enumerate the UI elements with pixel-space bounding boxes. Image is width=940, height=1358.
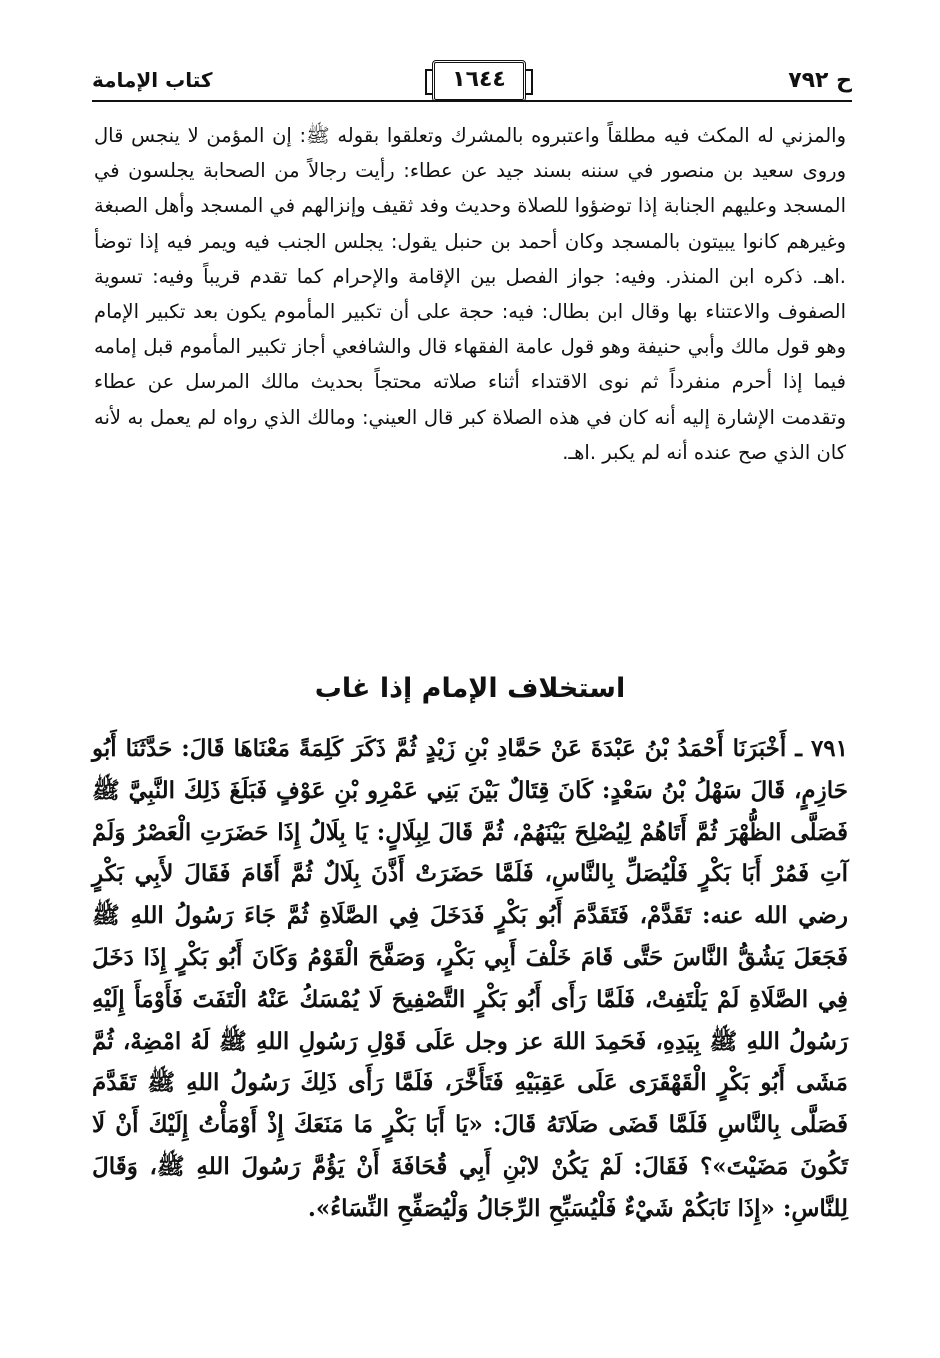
hadith-text: ٧٩١ ـ أَخْبَرَنَا أَحْمَدُ بْنُ عَبْدَةَ عَنْ حَمَّادِ بْنِ زَيْدٍ ثُمَّ ذَكَرَ كَلِمَةً مَعْنَاهَا قَالَ: حَدَّثَنَا أَبُو حَازِمٍ، قَالَ سَهْلُ بْنُ سَعْدٍ: كَانَ قِتَالٌ بَيْنَ بَنِي عَمْرِو بْنِ عَوْفٍ فَبَلَغَ ذَلِكَ النَّبِيَّ ﷺ فَصَلَّى الظُّهْرَ ثُمَّ أَتَاهُمْ لِيُصْلِحَ بَيْنَهُمْ، ثُمَّ قَالَ لِبِلَالٍ: يَا بِلَالُ إِذَا حَضَرَتِ الْعَصْرُ وَلَمْ آتِ فَمُرْ أَبَا بَكْرٍ فَلْيُصَلِّ بِالنَّاسِ، فَلَمَّا حَضَرَتْ أَذَّنَ بِلَالٌ ثُمَّ أَقَامَ فَقَالَ لأَبِي بَكْرٍ رضي الله عنه: تَقَدَّمْ، فَتَقَدَّمَ أَبُو بَكْرٍ فَدَخَلَ فِي الصَّلَاةِ ثُمَّ جَاءَ رَسُولُ اللهِ ﷺ فَجَعَلَ يَشُقُّ النَّاسَ حَتَّى قَامَ خَلْفَ أَبِي بَكْرٍ، وَصَفَّحَ الْقَوْمُ وَكَانَ أَبُو بَكْرٍ إِذَا دَخَلَ فِي الصَّلَاةِ لَمْ يَلْتَفِتْ، فَلَمَّا رَأَى أَبُو بَكْرٍ التَّصْفِيحَ لَا يُمْسَكُ عَنْهُ الْتَفَتَ فَأَوْمَأَ إِلَيْهِ رَسُولُ اللهِ ﷺ بِيَدِهِ، فَحَمِدَ اللهَ عز وجل عَلَى قَوْلِ رَسُولِ اللهِ ﷺ لَهُ امْضِهْ، ثُمَّ مَشَى أَبُو بَكْرٍ الْقَهْقَرَى عَلَى عَقِبَيْهِ فَتَأَخَّرَ، فَلَمَّا رَأَى ذَلِكَ رَسُولُ اللهِ ﷺ تَقَدَّمَ فَصَلَّى بِالنَّاسِ فَلَمَّا قَضَى صَلَاتَهُ قَالَ: «يَا أَبَا بَكْرٍ مَا مَنَعَكَ إِذْ أَوْمَأْتُ إِلَيْكَ أَنْ لَا تَكُونَ مَضَيْتَ»؟ فَقَالَ: لَمْ يَكُنْ لابْنِ أَبِي قُحَافَةَ أَنْ يَؤُمَّ رَسُولَ اللهِ ﷺ، وَقَالَ لِلنَّاسِ: «إِذَا نَابَكُمْ شَيْءٌ فَلْيُسَبِّحِ الرِّجَالُ وَلْيُصَفِّحِ النِّسَاءُ». — [92, 735, 848, 1222]
book-title: كتاب الإمامة — [92, 68, 213, 92]
commentary-paragraph: والمزني له المكث فيه مطلقاً واعتبروه بالمشرك وتعلقوا بقوله ﷺ: إن المؤمن لا ينجس قال وروى سعيد بن منصور في سننه بسند جيد عن عطاء: رأيت رجالاً من الصحابة يجلسون في المسجد وعليهم الجنابة إذا توضؤوا للصلاة وحديث وفد ثقيف وإنزالهم في المسجد وأهل الصبغة وغيرهم كانوا يبيتون بالمسجد وكان أحمد بن حنبل يقول: يجلس الجنب فيه ويمر فيه إذا توضأ .اهـ. ذكره ابن المنذر. وفيه: جواز الفصل بين الإقامة والإحرام كما تقدم قريباً وفيه: تسوية الصفوف والاعتناء بها وقال ابن بطال: فيه: حجة على أن تكبير المأموم يكون بعد تكبير الإمام وهو قول مالك وأبي حنيفة وهو قول عامة الفقهاء قال والشافعي أجاز تكبير المأموم قبل إمامه فيما إذا أحرم منفرداً ثم نوى الاقتداء أثناء صلاته محتجاً بحديث مالك المرسل عن عطاء وتقدمت الإشارة إليه أنه كان في هذه الصلاة كبر قال العيني: ومالك الذي رواه لم يعمل به لأنه كان الذي صح عنده أنه لم يكبر .اهـ. — [94, 124, 846, 464]
page-number-badge: ١٦٤٤ — [432, 60, 526, 102]
page-header — [92, 60, 852, 104]
section-heading: استخلاف الإمام إذا غاب — [314, 673, 626, 704]
hadith-block — [92, 728, 848, 1230]
header-divider — [92, 100, 852, 102]
hadith-range-label: ح ٧٩٢ — [788, 68, 852, 93]
commentary-block — [94, 118, 846, 470]
